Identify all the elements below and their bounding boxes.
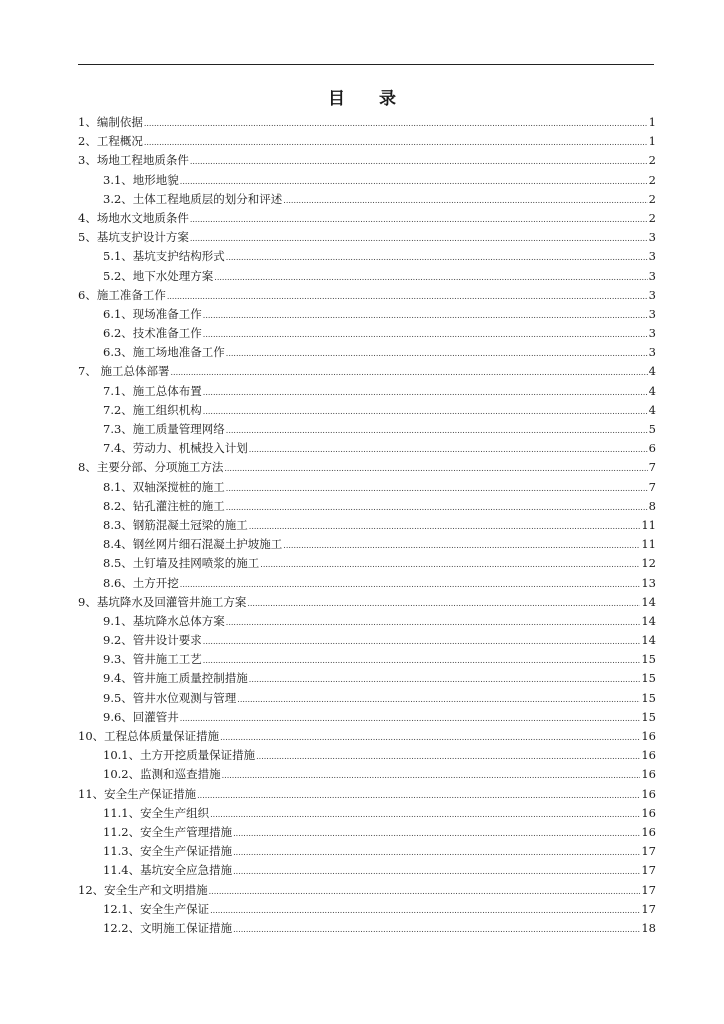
toc-entry-label: 6.3、施工场地准备工作 bbox=[103, 345, 225, 360]
toc-entry-page-number: 11 bbox=[641, 517, 656, 532]
toc-dot-leader bbox=[249, 670, 641, 689]
toc-entry-page-number: 7 bbox=[648, 479, 656, 494]
toc-entry[interactable] bbox=[78, 190, 656, 209]
toc-entry-label: 9、基坑降水及回灌管井施工方案 bbox=[78, 594, 247, 609]
toc-dot-leader bbox=[180, 709, 641, 728]
toc-entry-label: 8.5、土钉墙及挂网喷浆的施工 bbox=[103, 556, 260, 571]
toc-entry[interactable] bbox=[78, 209, 656, 228]
toc-entry-page-number: 14 bbox=[641, 594, 656, 609]
toc-dot-leader bbox=[144, 114, 648, 133]
toc-entry[interactable] bbox=[78, 286, 656, 305]
toc-entry-page-number: 16 bbox=[641, 805, 656, 820]
toc-dot-leader bbox=[170, 363, 647, 382]
toc-entry-page-number: 15 bbox=[641, 709, 656, 724]
toc-dot-leader bbox=[226, 613, 641, 632]
toc-entry[interactable] bbox=[78, 478, 656, 497]
toc-entry[interactable] bbox=[78, 593, 656, 612]
toc-entry-label: 10、工程总体质量保证措施 bbox=[78, 729, 220, 743]
toc-entry[interactable] bbox=[78, 881, 656, 900]
toc-dot-leader bbox=[220, 728, 640, 747]
toc-entry-label: 9.2、管井设计要求 bbox=[103, 633, 202, 648]
toc-entry-label: 8.1、双轴深搅桩的施工 bbox=[103, 479, 225, 494]
toc-entry[interactable] bbox=[78, 900, 656, 919]
toc-dot-leader bbox=[197, 786, 640, 805]
toc-entry-label: 11.4、基坑安全应急措施 bbox=[103, 863, 233, 878]
toc-entry[interactable] bbox=[78, 861, 656, 880]
toc-entry-page-number: 17 bbox=[641, 863, 656, 878]
toc-entry-page-number: 3 bbox=[648, 249, 656, 264]
toc-entry-label: 10.1、土方开挖质量保证措施 bbox=[103, 748, 256, 763]
toc-dot-leader bbox=[203, 325, 648, 344]
toc-entry[interactable] bbox=[78, 420, 656, 439]
toc-entry[interactable] bbox=[78, 401, 656, 420]
toc-dot-leader bbox=[233, 843, 640, 862]
toc-entry[interactable] bbox=[78, 708, 656, 727]
toc-dot-leader bbox=[190, 210, 648, 229]
toc-entry-page-number: 15 bbox=[641, 671, 656, 686]
toc-entry[interactable] bbox=[78, 382, 656, 401]
toc-dot-leader bbox=[203, 402, 648, 421]
toc-entry[interactable] bbox=[78, 842, 656, 861]
toc-entry-page-number: 16 bbox=[641, 729, 656, 743]
toc-dot-leader bbox=[222, 766, 641, 785]
toc-entry[interactable] bbox=[78, 785, 656, 804]
toc-dot-leader bbox=[249, 440, 648, 459]
toc-entry[interactable] bbox=[78, 247, 656, 266]
page-title: 目 录 bbox=[328, 89, 410, 109]
toc-dot-leader bbox=[167, 287, 648, 306]
toc-entry-label: 9.1、基坑降水总体方案 bbox=[103, 613, 225, 628]
toc-entry-page-number: 15 bbox=[641, 652, 656, 667]
toc-entry-label: 2、工程概况 bbox=[78, 134, 143, 149]
toc-dot-leader bbox=[209, 882, 641, 901]
toc-entry[interactable] bbox=[78, 458, 656, 477]
toc-dot-leader bbox=[233, 862, 640, 881]
toc-entry-label: 8.2、钻孔灌注桩的施工 bbox=[103, 498, 225, 513]
toc-entry-label: 7.2、施工组织机构 bbox=[103, 402, 202, 417]
toc-entry-page-number: 2 bbox=[648, 172, 656, 187]
toc-entry-label: 7、 施工总体部署 bbox=[78, 364, 170, 379]
toc-entry[interactable] bbox=[78, 765, 656, 784]
toc-entry[interactable] bbox=[78, 439, 656, 458]
toc-entry-page-number: 11 bbox=[641, 537, 656, 552]
toc-entry-page-number: 3 bbox=[648, 345, 656, 360]
toc-entry-page-number: 17 bbox=[641, 844, 656, 859]
toc-entry-label: 4、场地水文地质条件 bbox=[78, 210, 189, 225]
toc-dot-leader bbox=[203, 383, 648, 402]
toc-entry-label: 11.2、安全生产管理措施 bbox=[103, 824, 233, 839]
toc-entry-label: 8.4、钢丝网片细石混凝土护坡施工 bbox=[103, 537, 283, 552]
toc-entry[interactable] bbox=[78, 919, 656, 938]
toc-entry[interactable] bbox=[78, 823, 656, 842]
toc-dot-leader bbox=[260, 555, 640, 574]
toc-entry-page-number: 14 bbox=[641, 633, 656, 648]
toc-entry-label: 5.2、地下水处理方案 bbox=[103, 268, 214, 283]
toc-entry[interactable] bbox=[78, 228, 656, 247]
toc-dot-leader bbox=[144, 133, 648, 152]
toc-entry-label: 9.5、管井水位观测与管理 bbox=[103, 690, 237, 705]
toc-dot-leader bbox=[233, 920, 640, 939]
toc-entry-page-number: 3 bbox=[648, 230, 656, 245]
header-rule bbox=[78, 64, 654, 65]
toc-entry-label: 3、场地工程地质条件 bbox=[78, 153, 189, 168]
toc-entry-page-number: 16 bbox=[641, 748, 656, 763]
toc-entry-page-number: 16 bbox=[641, 767, 656, 782]
toc-entry-label: 8、主要分部、分项施工方法 bbox=[78, 460, 224, 475]
toc-dot-leader bbox=[203, 306, 648, 325]
toc-entry[interactable] bbox=[78, 746, 656, 765]
toc-dot-leader bbox=[283, 536, 640, 555]
toc-dot-leader bbox=[180, 575, 641, 594]
toc-entry-label: 7.4、劳动力、机械投入计划 bbox=[103, 441, 248, 456]
toc-dot-leader bbox=[283, 191, 647, 210]
toc-entry-page-number: 15 bbox=[641, 690, 656, 705]
toc-entry-page-number: 13 bbox=[641, 575, 656, 590]
toc-entry-page-number: 18 bbox=[641, 920, 656, 935]
toc-entry[interactable] bbox=[78, 324, 656, 343]
toc-entry-label: 6.1、现场准备工作 bbox=[103, 306, 202, 321]
toc-dot-leader bbox=[190, 152, 648, 171]
toc-entry-label: 5、基坑支护设计方案 bbox=[78, 230, 189, 245]
toc-entry-page-number: 3 bbox=[648, 326, 656, 341]
toc-entry-page-number: 16 bbox=[641, 824, 656, 839]
toc-dot-leader bbox=[256, 747, 640, 766]
toc-entry[interactable] bbox=[78, 631, 656, 650]
toc-entry-label: 9.4、管井施工质量控制措施 bbox=[103, 671, 248, 686]
toc-entry-label: 12.1、安全生产保证 bbox=[103, 901, 210, 916]
toc-entry-label: 8.6、土方开挖 bbox=[103, 575, 179, 590]
toc-dot-leader bbox=[237, 690, 640, 709]
toc-dot-leader bbox=[247, 594, 640, 613]
toc-entry-label: 10.2、监测和巡查措施 bbox=[103, 767, 221, 782]
toc-dot-leader bbox=[203, 651, 641, 670]
toc-entry[interactable] bbox=[78, 669, 656, 688]
toc-entry-label: 11.1、安全生产组织 bbox=[103, 805, 210, 820]
toc-entry-label: 3.2、土体工程地质层的划分和评述 bbox=[103, 191, 283, 206]
toc-entry-label: 5.1、基坑支护结构形式 bbox=[103, 249, 225, 264]
toc-entry-page-number: 16 bbox=[641, 786, 656, 801]
toc-entry-page-number: 5 bbox=[648, 422, 656, 436]
toc-entry[interactable] bbox=[78, 727, 656, 746]
toc-entry-label: 9.6、回灌管井 bbox=[103, 709, 179, 724]
toc-dot-leader bbox=[214, 268, 647, 287]
toc-entry[interactable] bbox=[78, 497, 656, 516]
toc-entry-page-number: 4 bbox=[648, 364, 656, 379]
toc-entry-label: 6、施工准备工作 bbox=[78, 287, 166, 302]
toc-entry-page-number: 3 bbox=[648, 268, 656, 283]
toc-entry-page-number: 3 bbox=[648, 287, 656, 302]
toc-entry-page-number: 1 bbox=[648, 134, 656, 149]
toc-entry[interactable] bbox=[78, 804, 656, 823]
toc-entry[interactable] bbox=[78, 574, 656, 593]
toc-dot-leader bbox=[224, 459, 647, 478]
toc-dot-leader bbox=[210, 805, 640, 824]
toc-entry-label: 1、编制依据 bbox=[78, 115, 143, 129]
toc-entry-page-number: 2 bbox=[648, 191, 656, 206]
toc-entry-page-number: 14 bbox=[641, 613, 656, 628]
toc-entry-page-number: 2 bbox=[648, 210, 656, 225]
toc-entry-label: 12.2、文明施工保证措施 bbox=[103, 920, 233, 935]
toc-entry-page-number: 4 bbox=[648, 402, 656, 417]
toc-entry-page-number: 2 bbox=[648, 153, 656, 168]
toc-entry[interactable] bbox=[78, 267, 656, 286]
toc-dot-leader bbox=[226, 498, 648, 517]
toc-dot-leader bbox=[226, 344, 648, 363]
toc-entry[interactable] bbox=[78, 612, 656, 631]
toc-entry[interactable] bbox=[78, 113, 656, 132]
toc-entry[interactable] bbox=[78, 516, 656, 535]
toc-entry-label: 9.3、管井施工工艺 bbox=[103, 652, 202, 667]
toc-entry[interactable] bbox=[78, 650, 656, 669]
toc-dot-leader bbox=[210, 901, 640, 920]
toc-entry-label: 6.2、技术准备工作 bbox=[103, 326, 202, 341]
toc-entry-label: 12、安全生产和文明措施 bbox=[78, 882, 208, 897]
toc-entry[interactable] bbox=[78, 132, 656, 151]
toc-entry-page-number: 17 bbox=[641, 882, 656, 897]
toc-entry-label: 8.3、钢筋混凝土冠梁的施工 bbox=[103, 517, 248, 532]
toc-entry-page-number: 12 bbox=[641, 556, 656, 571]
toc-dot-leader bbox=[226, 479, 648, 498]
toc-entry-label: 11、安全生产保证措施 bbox=[78, 786, 197, 801]
toc-entry-page-number: 17 bbox=[641, 901, 656, 916]
toc-dot-leader bbox=[203, 632, 641, 651]
toc-dot-leader bbox=[249, 517, 641, 536]
toc-entry-page-number: 6 bbox=[648, 441, 656, 456]
toc-dot-leader bbox=[180, 172, 648, 191]
toc-entry-label: 7.3、施工质量管理网络 bbox=[103, 422, 225, 436]
toc-entry[interactable] bbox=[78, 689, 656, 708]
toc-entry-page-number: 4 bbox=[648, 383, 656, 398]
toc-entry[interactable] bbox=[78, 554, 656, 573]
toc-dot-leader bbox=[226, 248, 648, 267]
toc-entry[interactable] bbox=[78, 535, 656, 554]
toc-entry-page-number: 1 bbox=[648, 115, 656, 129]
toc-entry-page-number: 7 bbox=[648, 460, 656, 475]
toc-dot-leader bbox=[233, 824, 640, 843]
toc-dot-leader bbox=[226, 421, 648, 440]
toc-entry-label: 3.1、地形地貌 bbox=[103, 172, 179, 187]
toc-entry[interactable] bbox=[78, 305, 656, 324]
toc-entry[interactable] bbox=[78, 151, 656, 170]
toc-dot-leader bbox=[190, 229, 648, 248]
toc-entry[interactable] bbox=[78, 171, 656, 190]
toc-entry-label: 11.3、安全生产保证措施 bbox=[103, 844, 233, 859]
table-of-contents bbox=[78, 113, 656, 938]
toc-entry[interactable] bbox=[78, 362, 656, 381]
toc-entry[interactable] bbox=[78, 343, 656, 362]
toc-entry-label: 7.1、施工总体布置 bbox=[103, 383, 202, 398]
toc-entry-page-number: 8 bbox=[648, 498, 656, 513]
toc-entry-page-number: 3 bbox=[648, 306, 656, 321]
